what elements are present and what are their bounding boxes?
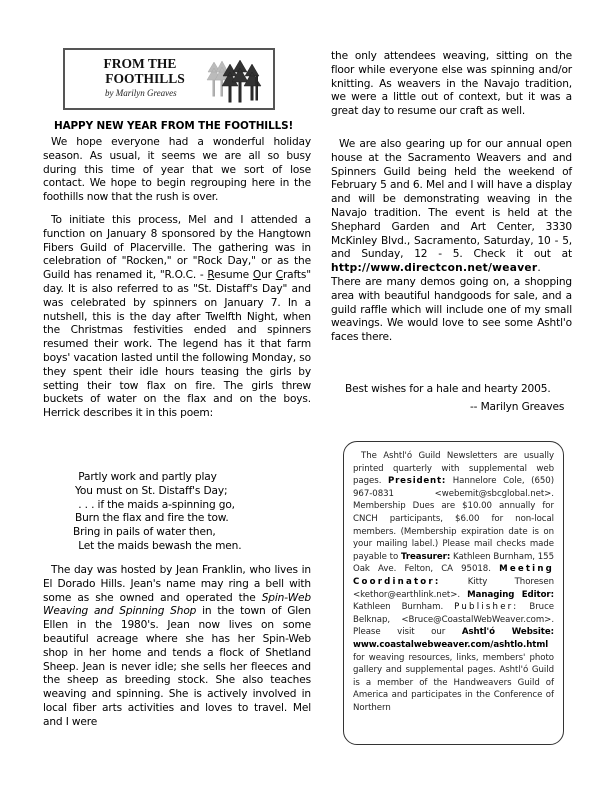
editor-label: Managing Editor: xyxy=(467,589,554,600)
para2-underlined-c: C xyxy=(275,269,283,282)
pine-trees-icon xyxy=(205,58,265,104)
para2-text-b: rafts" day. It is also referred to as "St. Distaff's Day" and was celebrated by spinners on January 7. In a nutshell, this is the day after Twelfth Night, when the Christmas festivities ended and spinners resumed their work. The legend has it that farm boys' vacation lasted until the following Monday, so they spent their idle hours teasing the girls by setting their tow flax on fire. The girls threw buckets of water on the flax and on the boys. Herrick describes it in this poem: xyxy=(43,269,311,420)
treasurer-label: Treasurer: xyxy=(400,551,451,562)
poem-line: Bring in pails of water then, xyxy=(73,526,216,539)
masthead-box xyxy=(63,48,275,110)
poem-line: Partly work and partly play xyxy=(75,471,217,483)
para2-underlined-r: R xyxy=(207,269,215,282)
guild-info-text xyxy=(353,450,554,714)
right-paragraph-1: the only attendees weaving, sitting on the floor while everyone else was spinning and/or knitting. As weavers in the Navajo tradition, we were a little out of context, but it was a great day to resume our craft as well. xyxy=(331,50,572,118)
guild-info-box xyxy=(343,441,564,745)
para3-text-b: in the town of Glen Ellen in the 1980's. Jean now lives on some beautiful acreage where she has her Spin-Web shop in her home and tends a flock of Shetland Sheep. Jean is never idle; she sells her fleeces and the sheep as breeding stock. She also teaches weaving and spinning. She is actively involved in local fiber arts activities and loves to travel. Mel and I were xyxy=(43,605,311,728)
poem xyxy=(75,471,241,554)
para2-text-ur: ur xyxy=(261,269,276,282)
para2-underlined-o: O xyxy=(252,269,262,282)
para2-right-text-b: . There are many demos going on, a shopping area with beautiful handgoods for sale, and a guild raffle which will include one of my small weavings. We would love to see some Ashtl'o faces there. xyxy=(331,262,572,344)
publisher-label: Publisher: xyxy=(454,602,519,613)
left-paragraph-1: We hope everyone had a wonderful holiday season. As usual, it seems we are all so busy during this time of year that we sort of lose contact. We hope to begin regrouping here in the foothills now that the rush is over. xyxy=(43,136,311,204)
para2-text-a: To initiate this process, Mel and I attended a function on January 8 sponsored by the Hangtown Fibers Guild of Placerville. The gathering was in celebration of "Rocken," or "Rock Day," or as the Guild has renamed it, "R.O.C. - xyxy=(43,214,311,282)
president-label: President: xyxy=(388,476,447,487)
signature: -- Marilyn Greaves xyxy=(470,401,565,413)
headline: HAPPY NEW YEAR FROM THE FOOTHILLS! xyxy=(54,120,294,132)
editor-text: Kathleen Burnham. xyxy=(353,602,455,613)
coordinator-text: Kitty Thoresen <kethor@earthlink.net>. xyxy=(353,576,554,600)
poem-line: Let the maids bewash the men. xyxy=(75,539,242,552)
para3-text-a: The day was hosted by Jean Franklin, who lives in El Dorado Hills. Jean's name may ring a bell with some as she owned and operated the xyxy=(43,564,311,604)
website-text: for weaving resources, links, members' photo gallery and supplemental pages. Ashtl'ó Guild is a member of the Handweavers Guild of America and participates in the Conference of Northern xyxy=(353,652,554,713)
closing-line: Best wishes for a hale and hearty 2005. xyxy=(345,383,551,395)
masthead-title-line2: FOOTHILLS xyxy=(105,71,185,86)
president-text: Hannelore Cole, (650) 967-0831 <webemit@sbcglobal.net>. Membership Dues are $10.00 annually for CNCH participants, $6.00 for non-local members. (Membership expiration date is on your mailing label.) Please mail checks made payable to xyxy=(353,476,554,562)
masthead-byline: by Marilyn Greaves xyxy=(105,88,177,98)
guild-website-link[interactable]: http://www.directcon.net/weaver xyxy=(331,262,538,275)
left-paragraph-2 xyxy=(43,214,311,421)
ashtlo-website-link[interactable]: Ashtl'ó Website: www.coastalwebweaver.com/ashtlo.html xyxy=(353,627,554,650)
left-paragraph-3 xyxy=(43,564,311,730)
masthead-title xyxy=(81,56,199,86)
shop-name: Spin-Web Weaving and Spinning Shop xyxy=(43,591,311,618)
para2-right-text-a: We are also gearing up for our annual open house at the Sacramento Weavers and and Spinners Guild being held the weekend of February 5 and 6. Mel and I will have a display and will be demonstrating weaving in the Navajo tradition. The event is held at the Shephard Garden and Art Center, 3330 McKinley Blvd., Sacramento, Saturday, 10 - 5, and Sunday, 12 - 5. Check it out at xyxy=(331,138,572,261)
publisher-text: Bruce Belknap, <Bruce@CoastalWebWeaver.com>. Please visit our xyxy=(353,602,554,638)
poem-line: Burn the flax and fire the tow. xyxy=(75,512,229,525)
poem-line: . . . if the maids a-spinning go, xyxy=(75,498,235,511)
info-intro: The Ashtl'ó Guild Newsletters are usually printed quarterly with supplemental web pages. xyxy=(353,451,554,487)
poem-line: You must on St. Distaff's Day; xyxy=(75,484,228,497)
treasurer-text: Kathleen Burnham, 155 Oak Ave. Felton, CA 95018. xyxy=(353,551,554,575)
masthead-title-line1: FROM THE xyxy=(103,56,177,71)
coordinator-label: Meeting Coordinator: xyxy=(353,564,554,587)
right-paragraph-2 xyxy=(331,138,572,345)
para2-text-esume: esume xyxy=(214,269,253,282)
